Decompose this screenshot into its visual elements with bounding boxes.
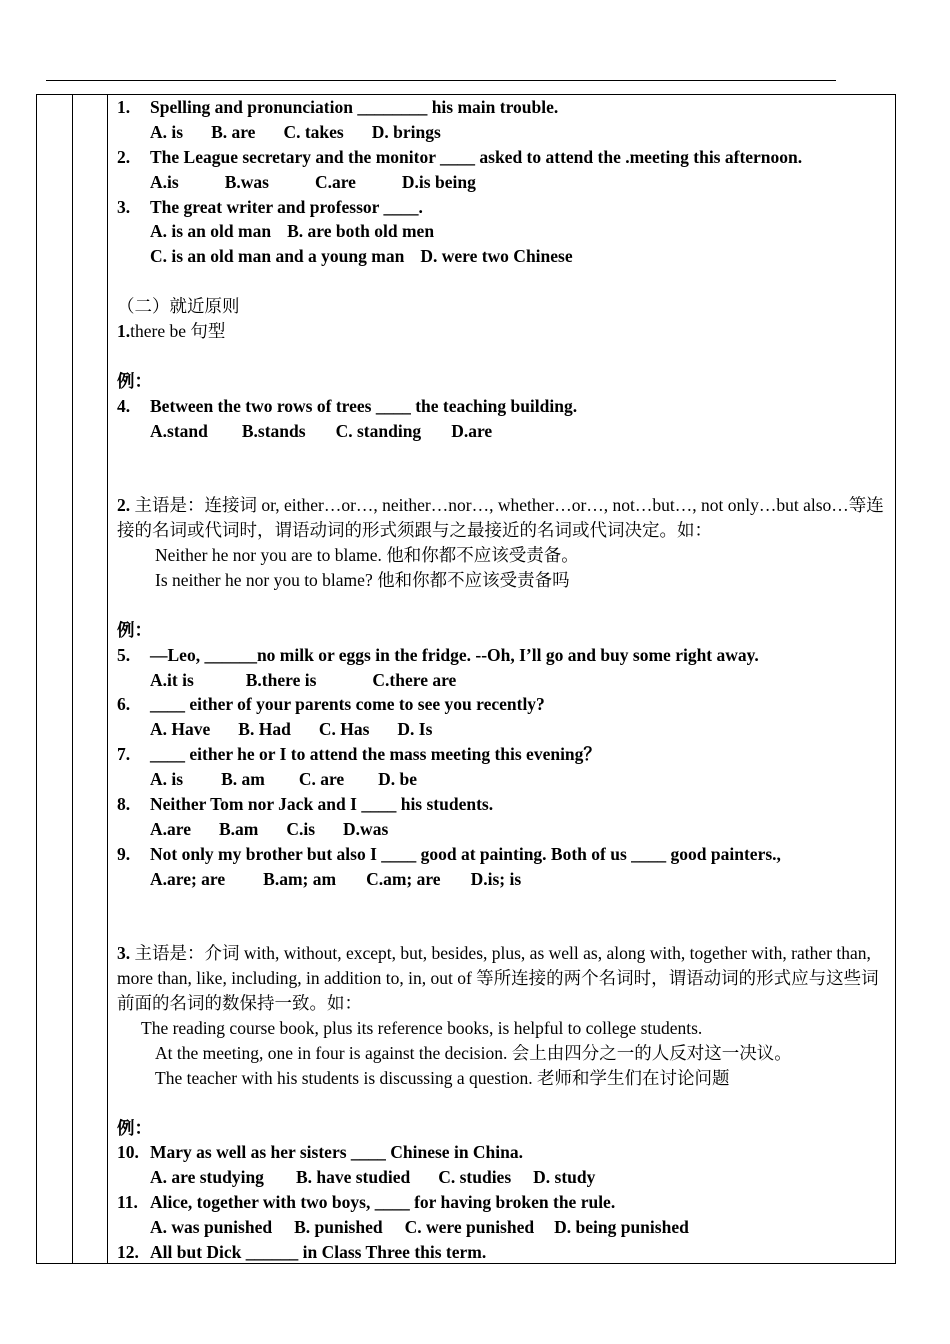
header-rule	[46, 80, 836, 81]
question-2: 2. The League secretary and the monitor ____ asked to attend the .meeting this afternoon.	[117, 146, 803, 167]
rule-3-example-1: The reading course book, plus its reference books, is helpful to college students.	[141, 1018, 703, 1039]
question-5-options: A.it is B.there is C.there are	[150, 669, 457, 690]
rule-3: 3. 主语是：介词 with, without, except, but, besides, plus, as well as, along with, together with, rather than, more than, like, including, in addition to, in, out of 等所连接的两个名词时，谓语动词的形式应与这些词前面的名词的数保持一致。如：	[117, 943, 879, 1014]
question-1-options: A. is B. are C. takes D. brings	[150, 121, 441, 142]
column-divider-2	[107, 94, 108, 1264]
question-4-options: A.stand B.stands C. standing D.are	[150, 420, 493, 441]
question-6: 6. ____ either of your parents come to see you recently?	[117, 694, 545, 715]
section-heading: （二）就近原则	[117, 296, 240, 317]
question-4: 4. Between the two rows of trees ____ the teaching building.	[117, 395, 578, 416]
example-label-3: 例：	[117, 1117, 152, 1138]
question-9: 9. Not only my brother but also I ____ good at painting. Both of us ____ good painters.,	[117, 843, 781, 864]
rule-2-example-2: Is neither he nor you to blame? 他和你都不应该受责备吗	[155, 569, 570, 590]
column-divider-1	[72, 94, 73, 1264]
rule-2-example-1: Neither he nor you are to blame. 他和你都不应该受责备。	[155, 545, 579, 566]
question-6-options: A. Have B. Had C. Has D. Is	[150, 719, 433, 740]
question-10: 10. Mary as well as her sisters ____ Chinese in China.	[117, 1142, 524, 1163]
question-1: 1. Spelling and pronunciation ________ his main trouble.	[117, 97, 559, 117]
rule-3-example-3: The teacher with his students is discussing a question. 老师和学生们在讨论问题	[155, 1067, 730, 1088]
example-label-2: 例：	[117, 619, 152, 640]
question-9-options: A.are; are B.am; am C.am; are D.is; is	[150, 868, 522, 889]
question-11: 11. Alice, together with two boys, ____ for having broken the rule.	[117, 1192, 616, 1213]
question-11-options: A. was punished B. punished C. were punished D. being punished	[150, 1217, 689, 1238]
question-7-options: A. is B. am C. are D. be	[150, 769, 418, 790]
question-3-options-b: C. is an old man and a young man D. were two Chinese	[150, 246, 573, 267]
question-2-options: A.is B.was C.are D.is being	[150, 171, 476, 192]
question-5: 5. —Leo, ______no milk or eggs in the fridge. --Oh, I’ll go and buy some right away.	[117, 644, 759, 665]
worksheet-content	[117, 95, 892, 1265]
question-7: 7. ____ either he or I to attend the mass meeting this evening？	[117, 744, 601, 765]
rule-2: 2. 主语是：连接词 or, either…or…, neither…nor…, whether…or…, not…but…, not only…but also…等连接的名词或代词时，谓语动词的形式须跟与之最接近的名词或代词决定。如：	[117, 495, 884, 541]
question-8: 8. Neither Tom nor Jack and I ____ his students.	[117, 793, 494, 814]
question-3-options-a: A. is an old man B. are both old men	[150, 221, 435, 242]
question-3: 3. The great writer and professor ____.	[117, 196, 423, 217]
rule-1: 1.there be 句型	[117, 321, 226, 342]
question-10-options: A. are studying B. have studied C. studies D. study	[150, 1167, 596, 1188]
example-label: 例：	[117, 370, 152, 391]
question-12: 12. All but Dick ______ in Class Three this term.	[117, 1242, 487, 1263]
question-8-options: A.are B.am C.is D.was	[150, 818, 389, 839]
rule-3-example-2: At the meeting, one in four is against the decision. 会上由四分之一的人反对这一决议。	[155, 1042, 792, 1063]
